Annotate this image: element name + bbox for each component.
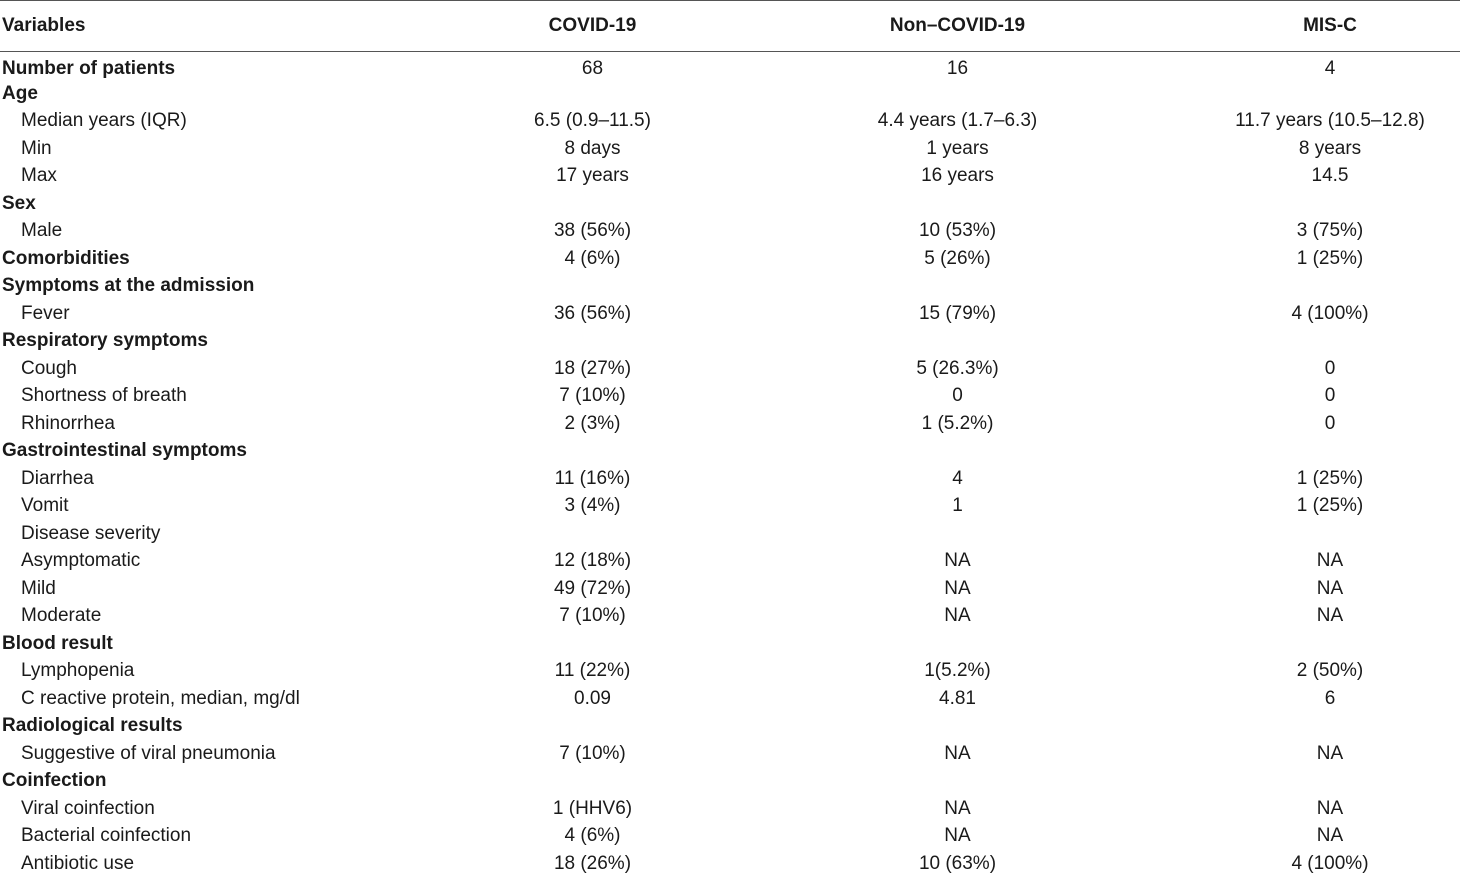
cell-mis-c: 6 (1324, 687, 1336, 709)
cell-covid19: 4 (6%) (564, 825, 621, 847)
header-row (0, 1, 1460, 52)
cell-mis-c: 1 (25%) (1296, 467, 1364, 489)
row-section-label: Number of patients (2, 58, 176, 79)
table-row (0, 218, 1460, 246)
cell-non-covid19: 1 (5.2%) (921, 412, 994, 434)
cell-covid19: 0.09 (574, 687, 611, 709)
cell-non-covid19: 1 (952, 495, 963, 517)
row-label: Lymphopenia (21, 660, 135, 682)
cell-mis-c (1200, 768, 1460, 796)
table-row (0, 603, 1460, 631)
table-row (0, 410, 1460, 438)
cell-non-covid19: 5 (26.3%) (916, 357, 999, 379)
row-label: Min (21, 137, 52, 159)
table-row (0, 383, 1460, 411)
cell-covid19: 8 days (564, 137, 621, 159)
cell-covid19: 11 (22%) (554, 660, 631, 682)
table-body (0, 52, 1460, 878)
cell-mis-c (1200, 328, 1460, 356)
cell-mis-c: 0 (1324, 412, 1336, 434)
row-section-label: Radiological results (2, 715, 183, 737)
cell-mis-c: 3 (75%) (1296, 220, 1364, 242)
row-label: Vomit (21, 495, 69, 517)
cell-mis-c: NA (1316, 605, 1344, 627)
cell-covid19: 12 (18%) (553, 550, 632, 572)
cell-covid19: 36 (56%) (553, 302, 632, 324)
cell-mis-c: 14.5 (1311, 165, 1349, 187)
row-label: C reactive protein, median, mg/dl (21, 687, 300, 709)
cell-covid19: 68 (581, 58, 604, 79)
table-row (0, 630, 1460, 658)
cell-mis-c (1200, 438, 1460, 466)
cell-covid19: 49 (72%) (553, 577, 632, 599)
cell-non-covid19: 1(5.2%) (924, 660, 991, 682)
cell-covid19: 4 (6%) (564, 247, 621, 269)
cell-mis-c: 4 (1324, 58, 1336, 79)
table-row (0, 135, 1460, 163)
row-section-label: Gastrointestinal symptoms (2, 440, 247, 462)
table-row (0, 823, 1460, 851)
cell-non-covid19: 16 years (921, 165, 994, 187)
table-row (0, 355, 1460, 383)
cell-non-covid19: 10 (53%) (918, 220, 997, 242)
row-section-label: Sex (2, 192, 36, 214)
cell-mis-c: 0 (1324, 357, 1336, 379)
cell-covid19: 3 (4%) (564, 495, 621, 517)
table-row (0, 740, 1460, 768)
cell-non-covid19: NA (944, 797, 971, 819)
table-row (0, 713, 1460, 741)
row-section-label: Symptoms at the admission (2, 275, 255, 297)
cell-covid19: 7 (10%) (559, 385, 626, 407)
table-row (0, 768, 1460, 796)
cell-covid19: 7 (10%) (559, 742, 626, 764)
cell-mis-c: NA (1316, 797, 1344, 819)
cell-mis-c: 4 (100%) (1291, 852, 1369, 874)
cell-non-covid19 (715, 768, 1200, 796)
row-label: Fever (21, 302, 70, 324)
cell-covid19: 7 (10%) (559, 605, 626, 627)
cell-non-covid19 (715, 438, 1200, 466)
cell-mis-c: 1 (25%) (1296, 247, 1364, 269)
cell-covid19 (470, 438, 715, 466)
cell-non-covid19 (715, 190, 1200, 218)
cell-covid19: 6.5 (0.9–11.5) (534, 110, 651, 132)
cell-covid19: 11 (16%) (554, 467, 631, 489)
table-row (0, 300, 1460, 328)
table-row (0, 493, 1460, 521)
cell-mis-c: 1 (25%) (1296, 495, 1364, 517)
cell-non-covid19: 5 (26%) (924, 247, 991, 269)
row-label: Disease severity (21, 522, 161, 544)
row-label: Antibiotic use (21, 852, 135, 874)
header-non-covid19: Non–COVID-19 (715, 1, 1200, 52)
cell-non-covid19: 4 (952, 467, 963, 489)
cell-covid19 (470, 630, 715, 658)
header-mis-c: MIS-C (1200, 1, 1460, 52)
cell-covid19 (470, 520, 715, 548)
row-label: Diarrhea (21, 467, 94, 489)
cell-non-covid19 (715, 520, 1200, 548)
cell-non-covid19 (715, 630, 1200, 658)
row-label: Cough (21, 357, 77, 379)
table-header (0, 1, 1460, 52)
cell-covid19: 18 (26%) (553, 852, 632, 874)
row-label: Median years (IQR) (21, 110, 187, 132)
cell-non-covid19 (715, 713, 1200, 741)
cell-non-covid19: 0 (952, 385, 963, 407)
row-label: Male (21, 220, 63, 242)
cell-mis-c: 4 (100%) (1291, 302, 1369, 324)
cell-non-covid19 (715, 80, 1200, 108)
row-label: Max (21, 165, 57, 187)
cell-covid19 (470, 713, 715, 741)
row-section-label: Age (2, 82, 38, 104)
table-row (0, 108, 1460, 136)
table-row (0, 520, 1460, 548)
row-label: Asymptomatic (21, 550, 141, 572)
table-row (0, 163, 1460, 191)
row-label: Viral coinfection (21, 797, 155, 819)
cell-mis-c: 8 years (1298, 137, 1362, 159)
cell-mis-c: NA (1316, 577, 1344, 599)
table-row (0, 548, 1460, 576)
row-label: Rhinorrhea (21, 412, 115, 434)
cell-non-covid19: 4.4 years (1.7–6.3) (877, 110, 1038, 132)
cell-non-covid19: 15 (79%) (918, 302, 997, 324)
cell-non-covid19: NA (944, 825, 971, 847)
cell-non-covid19: NA (944, 577, 971, 599)
cell-mis-c: NA (1316, 742, 1344, 764)
cell-covid19: 17 years (556, 165, 629, 187)
row-label: Bacterial coinfection (21, 825, 192, 847)
cell-non-covid19: NA (944, 605, 971, 627)
table-row (0, 685, 1460, 713)
cell-non-covid19 (715, 328, 1200, 356)
row-label: Suggestive of viral pneumonia (21, 742, 276, 764)
header-variables: Variables (0, 1, 470, 52)
row-label: Shortness of breath (21, 385, 187, 407)
cell-mis-c (1200, 190, 1460, 218)
cell-mis-c: 11.7 years (10.5–12.8) (1235, 110, 1425, 132)
cell-covid19: 18 (27%) (553, 357, 632, 379)
cell-covid19: 1 (HHV6) (552, 797, 633, 819)
cell-non-covid19: NA (944, 550, 971, 572)
cell-mis-c (1200, 520, 1460, 548)
row-label: Moderate (21, 605, 102, 627)
cell-mis-c (1200, 273, 1460, 301)
cell-mis-c: 0 (1324, 385, 1336, 407)
row-label: Mild (21, 577, 56, 599)
cell-covid19 (470, 768, 715, 796)
cell-covid19: 38 (56%) (553, 220, 632, 242)
table-row (0, 438, 1460, 466)
cell-non-covid19: 16 (946, 58, 969, 79)
cell-covid19 (470, 328, 715, 356)
table-row (0, 245, 1460, 273)
cell-covid19 (470, 273, 715, 301)
cell-non-covid19: NA (944, 742, 971, 764)
cell-non-covid19 (715, 273, 1200, 301)
table-row (0, 328, 1460, 356)
cell-non-covid19: 4.81 (939, 687, 976, 709)
table-row (0, 465, 1460, 493)
cell-mis-c: NA (1316, 825, 1344, 847)
row-section-label: Coinfection (2, 770, 107, 792)
cell-mis-c: 2 (50%) (1296, 660, 1364, 682)
row-section-label: Blood result (2, 632, 113, 654)
cell-covid19 (470, 190, 715, 218)
table-row (0, 52, 1460, 81)
cell-covid19 (470, 80, 715, 108)
cell-non-covid19: 10 (63%) (918, 852, 997, 874)
cell-mis-c (1200, 713, 1460, 741)
cell-mis-c (1200, 630, 1460, 658)
table-row (0, 80, 1460, 108)
table-row (0, 273, 1460, 301)
cell-mis-c: NA (1316, 550, 1344, 572)
row-section-label: Comorbidities (2, 247, 130, 269)
table-row (0, 190, 1460, 218)
table-row (0, 795, 1460, 823)
cell-non-covid19: 1 years (926, 137, 989, 159)
row-section-label: Respiratory symptoms (2, 330, 208, 352)
cell-covid19: 2 (3%) (564, 412, 621, 434)
header-covid19: COVID-19 (470, 1, 715, 52)
table-row (0, 658, 1460, 686)
table-row (0, 575, 1460, 603)
table-row (0, 850, 1460, 878)
cell-mis-c (1200, 80, 1460, 108)
